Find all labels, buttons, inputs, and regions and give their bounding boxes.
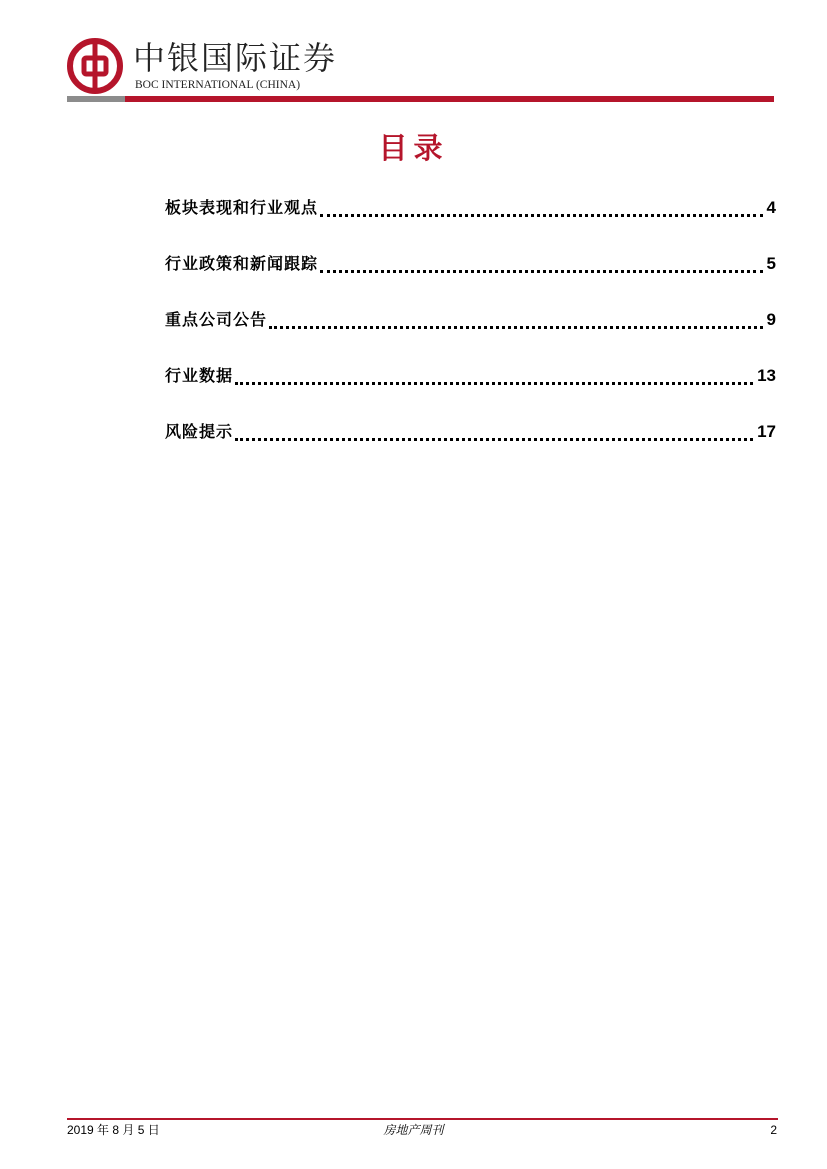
toc-item-page: 13 xyxy=(757,366,776,385)
toc-item[interactable] xyxy=(165,194,776,250)
toc-item-label: 行业政策和新闻跟踪 xyxy=(165,254,319,273)
footer-report-title: 房地产周刊 xyxy=(383,1123,444,1137)
footer-rule xyxy=(67,1118,778,1120)
toc-leader-dots xyxy=(320,194,763,217)
toc-leader-dots xyxy=(235,418,753,441)
toc-leader-dots xyxy=(235,362,753,385)
header-rule-red xyxy=(125,96,774,102)
toc-title: 目录 xyxy=(378,131,449,165)
boc-logo-icon xyxy=(67,38,123,94)
toc-item-page: 4 xyxy=(766,198,776,217)
footer-page-number: 2 xyxy=(770,1123,777,1137)
toc-item-label: 板块表现和行业观点 xyxy=(165,198,319,217)
table-of-contents xyxy=(165,194,776,474)
toc-item-label: 重点公司公告 xyxy=(165,310,268,329)
toc-leader-dots xyxy=(320,250,763,273)
brand-name-en: BOC INTERNATIONAL (CHINA) xyxy=(135,79,301,91)
toc-item[interactable] xyxy=(165,306,776,362)
brand-name-cn: 中银国际证券 xyxy=(133,39,338,77)
toc-item-page: 5 xyxy=(766,254,776,273)
toc-item-page: 9 xyxy=(766,310,776,329)
toc-item[interactable] xyxy=(165,418,776,474)
toc-item-label: 行业数据 xyxy=(165,366,234,385)
toc-item-page: 17 xyxy=(757,422,776,441)
header-rule-gray xyxy=(67,96,125,102)
toc-item[interactable] xyxy=(165,362,776,418)
page-header xyxy=(0,0,827,110)
toc-item-label: 风险提示 xyxy=(165,422,234,441)
toc-leader-dots xyxy=(269,306,763,329)
footer-date: 2019 年 8 月 5 日 xyxy=(67,1123,160,1137)
toc-item[interactable] xyxy=(165,250,776,306)
